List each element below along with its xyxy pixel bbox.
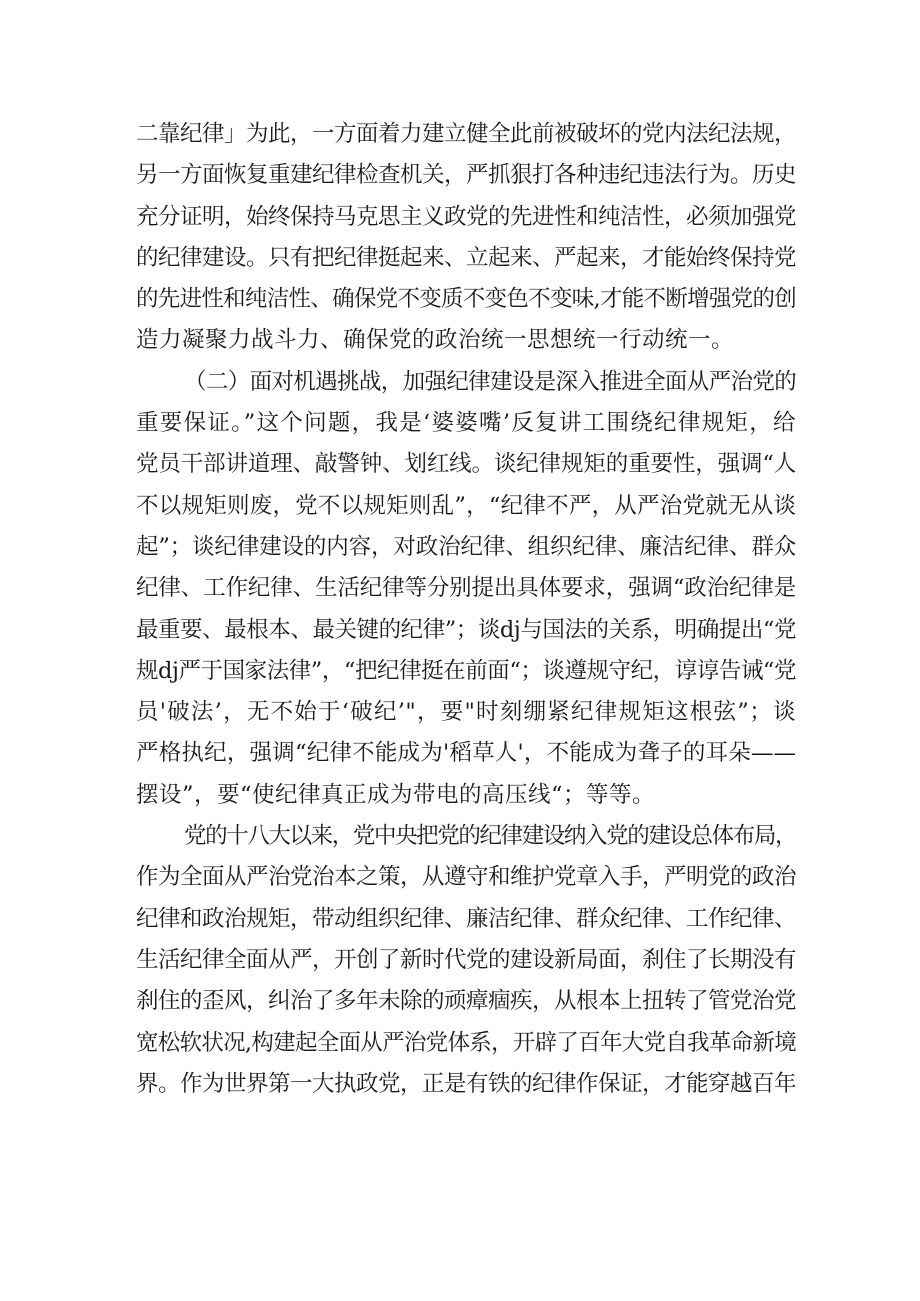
text-line: 起”；谈纪律建设的内容，对政治纪律、组织纪律、廉洁纪律、群众 [136,533,796,560]
text-line: 纪律和政治规矩，带动组织纪律、廉洁纪律、群众纪律、工作纪律、 [136,905,797,932]
paragraph-1 [136,114,796,362]
text-line: 界。作为世界第一大执政党，正是有铁的纪律作保证，才能穿越百年 [136,1070,797,1097]
text-line: 规dj严于国家法律”，“把纪律挺在前面“；谈遵规守纪，谆谆告诫“党 [136,657,796,684]
text-line: 刹住的歪风，纠治了多年未除的顽瘴痼疾，从根本上扭转了管党治党 [136,988,797,1015]
text-line: 的先进性和纯洁性、确保党不变质不变色不变味,才能不断增强党的创 [136,286,796,313]
text-line: 摆设”，要“使纪律真正成为带电的高压线“；等等。 [136,781,656,808]
text-line: 的纪律建设。只有把纪律挺起来、立起来、严起来，才能始终保持党 [136,244,797,271]
paragraph-2 [136,362,796,816]
text-line: 宽松软状况,构建起全面从严治党体系，开辟了百年大党自我革命新境 [136,1029,796,1056]
text-line: 生活纪律全面从严，开创了新时代党的建设新局面，刹住了长期没有 [136,946,797,973]
text-line: 党员干部讲道理、敲警钟、划红线。谈纪律规矩的重要性，强调“人 [136,451,796,478]
text-line: 员'破法’，无不始于‘破纪’"，要"时刻绷紧纪律规矩这根弦”；谈 [136,699,796,726]
body-text [136,114,796,1105]
text-line: 重要保证。”这个问题，我是‘婆婆嘴’反复讲工围绕纪律规矩，给 [136,410,796,437]
text-line: 作为全面从严治党治本之策，从遵守和维护党章入手，严明党的政治 [136,864,797,891]
text-line: 另一方面恢复重建纪律检查机关，严抓狠打各种违纪违法行为。历史 [136,162,797,189]
paragraph-3 [136,816,796,1105]
text-line: （二）面对机遇挑战，加强纪律建设是深入推进全面从严治党的 [184,368,796,395]
text-line: 二靠纪律」为此，一方面着力建立健全此前被破坏的党内法纪法规， [136,121,797,147]
text-line: 最重要、最根本、最关键的纪律”；谈dj与国法的关系，明确提出“党 [136,616,796,643]
text-line: 充分证明，始终保持马克思主义政党的先进性和纯洁性，必须加强党 [136,203,797,230]
text-line: 党的十八大以来，党中央把党的纪律建设纳入党的建设总体布局， [184,823,796,850]
text-line: 严格执纪，强调“纪律不能成为'稻草人'，不能成为聋子的耳朵—— [136,740,796,767]
text-line: 造力凝聚力战斗力、确保党的政治统一思想统一行动统一。 [136,327,735,354]
text-line: 不以规矩则废，党不以规矩则乱”，“纪律不严，从严治党就无从谈 [136,492,796,519]
text-line: 纪律、工作纪律、生活纪律等分别提出具体要求，强调“政治纪律是 [136,575,796,602]
